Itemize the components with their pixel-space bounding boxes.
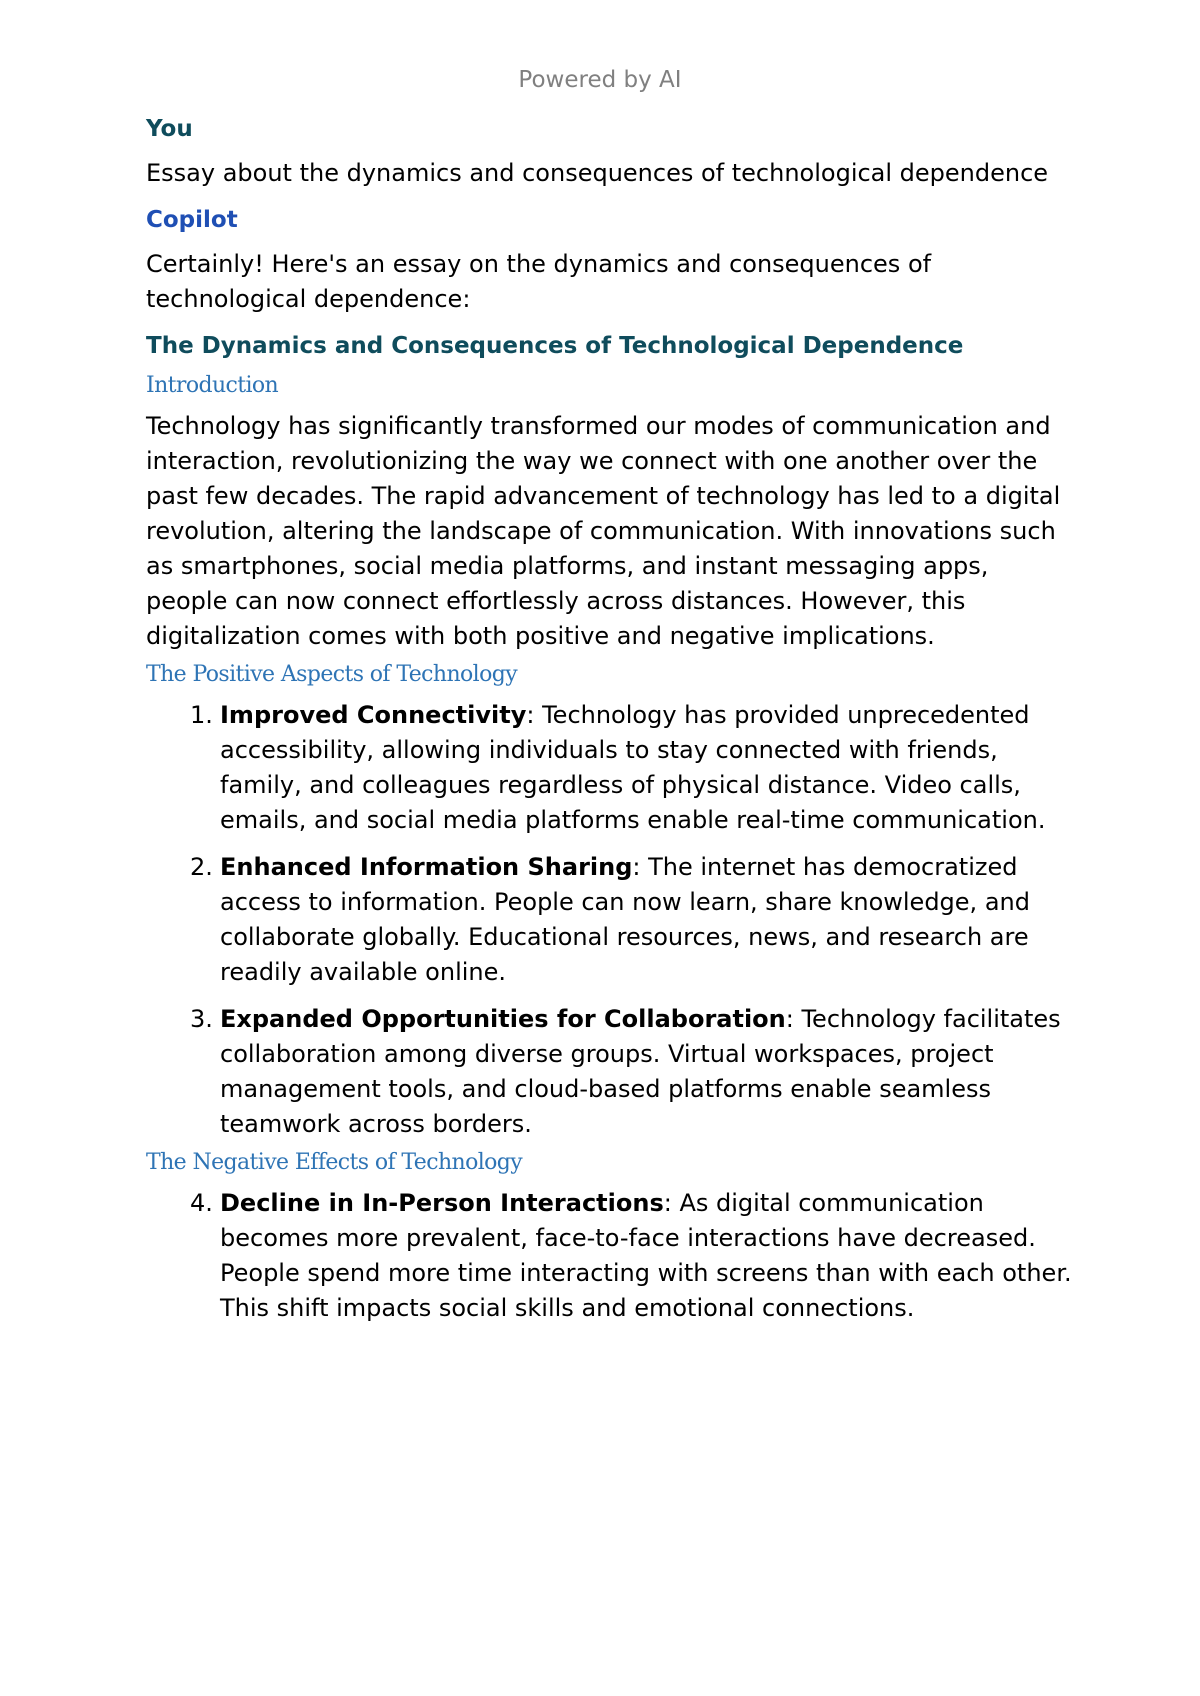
introduction-heading: Introduction	[146, 373, 279, 398]
user-message: Essay about the dynamics and consequences of technological dependence	[146, 159, 1049, 187]
list-item	[146, 1186, 1076, 1326]
user-label: You	[146, 116, 193, 142]
list-item-text: : Technology has provided unprecedented accessibility, allowing individuals to stay connected with friends, family, and colleagues regardless of physical distance. Video calls, emails, and social media platforms enable real-time communication.	[220, 701, 1046, 834]
negative-effects-heading: The Negative Effects of Technology	[146, 1150, 523, 1175]
list-item-text: : As digital communication becomes more prevalent, face-to-face interactions have decreased. People spend more time interacting with screens than with each other. This shift impacts social skills and emotional connections.	[220, 1189, 1072, 1322]
list-item	[146, 698, 1076, 838]
assistant-label: Copilot	[146, 207, 238, 233]
list-number: 1.	[190, 701, 213, 729]
powered-by-header: Powered by AI	[518, 67, 682, 93]
list-item-text: : Technology facilitates collaboration among diverse groups. Virtual workspaces, project management tools, and cloud-based platforms enable seamless teamwork across borders.	[220, 1005, 1061, 1138]
list-item-title: Decline in In-Person Interactions	[220, 1189, 664, 1217]
document-content	[146, 110, 1076, 1326]
list-item-title: Expanded Opportunities for Collaboration	[220, 1005, 786, 1033]
positive-aspects-heading: The Positive Aspects of Technology	[146, 662, 518, 687]
list-item-title: Enhanced Information Sharing	[220, 853, 633, 881]
list-number: 2.	[190, 853, 213, 881]
positive-aspects-list	[146, 698, 1076, 1142]
list-item	[146, 850, 1076, 990]
list-item-title: Improved Connectivity	[220, 701, 527, 729]
essay-title: The Dynamics and Consequences of Technological Dependence	[146, 333, 964, 359]
list-item-text: : The internet has democratized access to information. People can now learn, share knowledge, and collaborate globally. Educational resources, news, and research are readily available online.	[220, 853, 1030, 986]
list-item	[146, 1002, 1076, 1142]
list-number: 3.	[190, 1005, 213, 1033]
negative-effects-list	[146, 1186, 1076, 1326]
list-number: 4.	[190, 1189, 213, 1217]
introduction-body: Technology has significantly transformed our modes of communication and interaction, revolutionizing the way we connect with one another over the past few decades. The rapid advancement of technology has led to a digital revolution, altering the landscape of communication. With innovations such as smartphones, social media platforms, and instant messaging apps, people can now connect effortlessly across distances. However, this digitalization comes with both positive and negative implications.	[146, 412, 1061, 650]
assistant-intro: Certainly! Here's an essay on the dynamics and consequences of technological dependence:	[146, 250, 932, 313]
